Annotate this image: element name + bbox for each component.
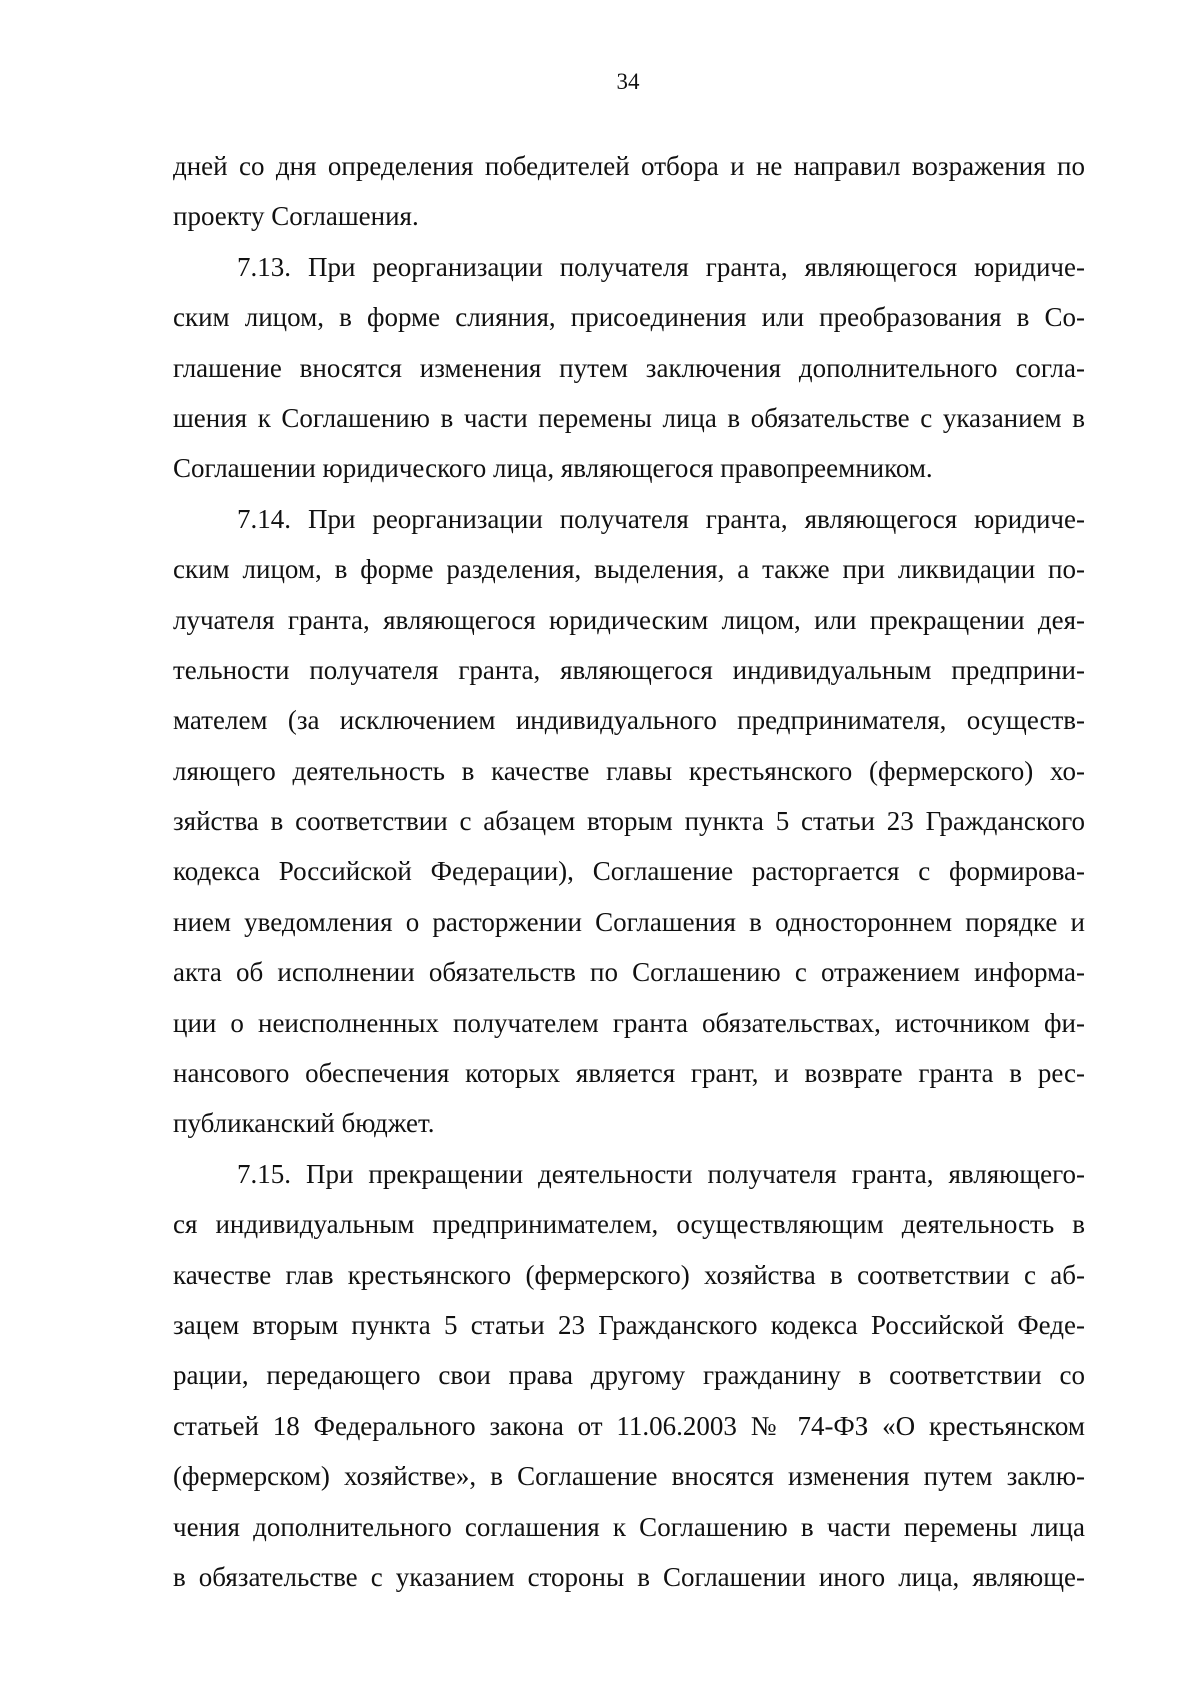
text-line: глашение вносятся изменения путем заключения дополнительного согла- [173, 352, 1085, 383]
text-line: ским лицом, в форме слияния, присоединения или преобразования в Со- [173, 302, 1085, 333]
text-line: (фермерском) хозяйстве», в Соглашение вносятся изменения путем заклю- [173, 1461, 1085, 1492]
text-line: кодекса Российской Федерации), Соглашение расторгается с формирова- [173, 856, 1085, 887]
text-line: в обязательстве с указанием стороны в Соглашении иного лица, являюще- [173, 1561, 1085, 1592]
text-line: качестве глав крестьянского (фермерского) хозяйства в соответствии с аб- [173, 1259, 1085, 1290]
text-line: рации, передающего свои права другому гражданину в соответствии со [173, 1360, 1085, 1391]
document-body [173, 141, 1085, 1602]
text-line: ции о неисполненных получателем гранта обязательствах, источником фи- [173, 1007, 1085, 1038]
text-line: дней со дня определения победителей отбора и не направил возражения по [173, 151, 1085, 181]
text-line: ся индивидуальным предпринимателем, осуществляющим деятельность в [173, 1209, 1085, 1240]
text-line: зацем вторым пункта 5 статьи 23 Гражданского кодекса Российской Феде- [173, 1309, 1085, 1340]
text-line: акта об исполнении обязательств по Соглашению с отражением информа- [173, 957, 1085, 988]
text-line: тельности получателя гранта, являющегося индивидуальным предприни- [173, 654, 1085, 685]
text-line: статьей 18 Федерального закона от 11.06.2003 № 74-ФЗ «О крестьянском [173, 1410, 1085, 1441]
text-line: ским лицом, в форме разделения, выделения, а также при ликвидации по- [173, 554, 1085, 585]
paragraph-first-line: 7.13. При реорганизации получателя гранта, являющегося юридиче- [237, 251, 1085, 282]
paragraph-first-line: 7.15. При прекращении деятельности получателя гранта, являющего- [237, 1158, 1085, 1189]
text-line: зяйства в соответствии с абзацем вторым пункта 5 статьи 23 Гражданского [173, 806, 1085, 837]
text-line: нансового обеспечения которых является грант, и возврате гранта в рес- [173, 1058, 1085, 1089]
page-number: 34 [616, 69, 640, 94]
text-line: шения к Соглашению в части перемены лица в обязательстве с указанием в [173, 402, 1085, 433]
text-line: нием уведомления о расторжении Соглашения в одностороннем порядке и [173, 906, 1085, 937]
text-line: ляющего деятельность в качестве главы крестьянского (фермерского) хо- [173, 755, 1085, 786]
text-line: чения дополнительного соглашения к Соглашению в части перемены лица [173, 1511, 1085, 1542]
text-line: мателем (за исключением индивидуального предпринимателя, осуществ- [173, 705, 1085, 736]
text-line: проекту Соглашения. [173, 201, 419, 232]
text-line: Соглашении юридического лица, являющегося правопреемником. [173, 453, 933, 484]
text-line: публиканский бюджет. [173, 1108, 435, 1139]
text-line: лучателя гранта, являющегося юридическим лицом, или прекращении дея- [173, 604, 1085, 635]
paragraph-first-line: 7.14. При реорганизации получателя гранта, являющегося юридиче- [237, 503, 1085, 534]
